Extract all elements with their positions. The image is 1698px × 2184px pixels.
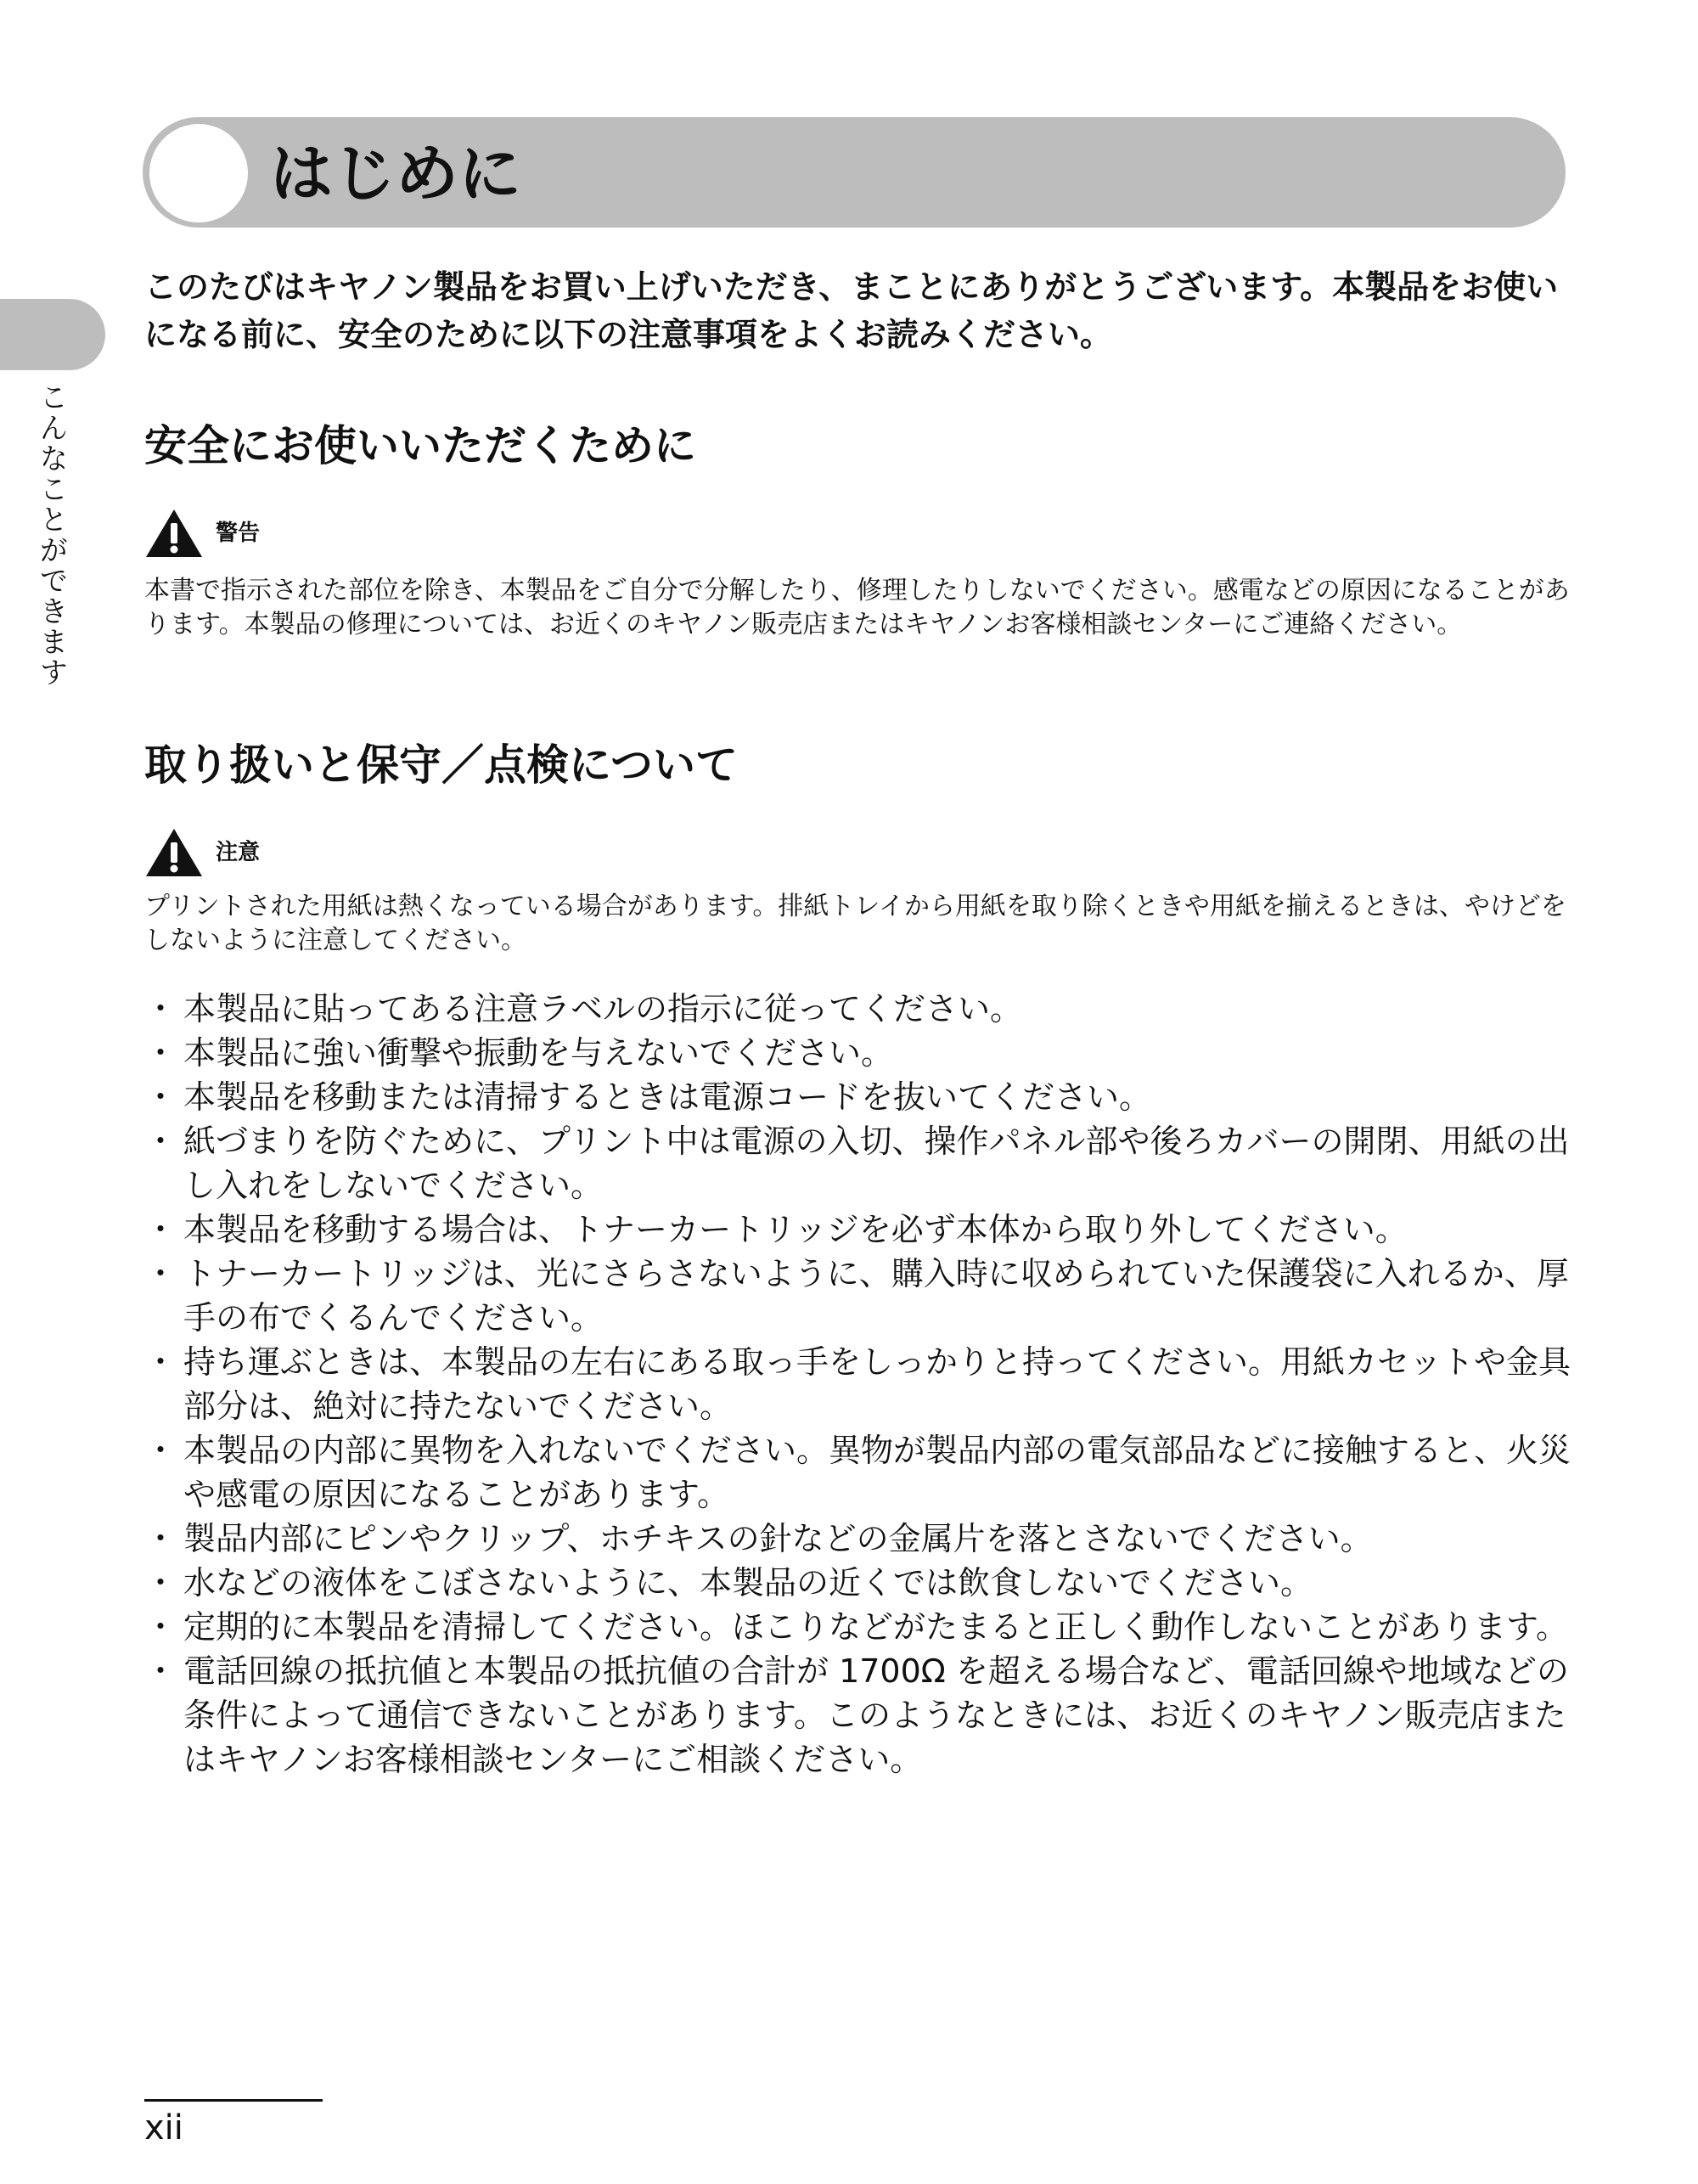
bullet-dot: ・ xyxy=(144,1211,177,1248)
list-item xyxy=(144,1428,1579,1517)
caution-text: プリントされた用紙は熱くなっている場合があります。排紙トレイから用紙を取り除くときや用紙を揃えるときは、やけどをしないように注意してください。 xyxy=(144,892,1566,955)
list-item-text: 本製品の内部に異物を入れないでください。異物が製品内部の電気部品などに接触すると、火災や感電の原因になることがあります。 xyxy=(183,1432,1571,1513)
list-item xyxy=(144,1207,1579,1252)
warning-label xyxy=(144,508,260,559)
footer-rule xyxy=(144,2099,323,2102)
list-item-text: 製品内部にピンやクリップ、ホチキスの針などの金属片を落とさないでください。 xyxy=(183,1520,1373,1557)
handling-bullet-list xyxy=(144,987,1579,1782)
warning-label-text: 警告 xyxy=(216,521,261,546)
page-number: xii xyxy=(144,2108,183,2147)
page-title: はじめに xyxy=(270,138,521,211)
caution-label xyxy=(144,827,260,878)
list-item xyxy=(144,1119,1579,1207)
list-item-text: 紙づまりを防ぐために、プリント中は電源の入切、操作パネル部や後ろカバーの開閉、用紙の出し入れをしないでください。 xyxy=(183,1123,1570,1204)
list-item xyxy=(144,1517,1579,1561)
list-item xyxy=(144,1075,1579,1119)
list-item xyxy=(144,1605,1579,1649)
handling-heading: 取り扱いと保守／点検について xyxy=(144,740,738,790)
safety-heading: 安全にお使いいただくために xyxy=(144,421,696,470)
list-item-text: 本製品を移動する場合は、トナーカートリッジを必ず本体から取り外してください。 xyxy=(183,1211,1408,1248)
title-circle-decoration xyxy=(149,124,248,222)
list-item xyxy=(144,1252,1579,1340)
bullet-dot: ・ xyxy=(144,1652,177,1690)
list-item xyxy=(144,1649,1579,1782)
list-item xyxy=(144,1561,1579,1605)
list-item-text: 持ち運ぶときは、本製品の左右にある取っ手をしっかりと持ってください。用紙カセットや金具部分は、絶対に持たないでください。 xyxy=(183,1343,1571,1425)
bullet-dot: ・ xyxy=(144,1564,177,1601)
side-tab xyxy=(0,299,105,370)
list-item-text: 定期的に本製品を清掃してください。ほこりなどがたまると正しく動作しないことがあります。 xyxy=(183,1608,1568,1646)
bullet-dot: ・ xyxy=(144,1078,177,1116)
warning-text: 本書で指示された部位を除き、本製品をご自分で分解したり、修理したりしないでください。感電などの原因になることがあります。本製品の修理については、お近くのキヤノン販売店またはキヤノンお客様相談センターにご連絡ください。 xyxy=(144,576,1570,639)
list-item xyxy=(144,1031,1579,1075)
bullet-dot: ・ xyxy=(144,1034,177,1072)
bullet-dot: ・ xyxy=(144,1255,177,1292)
list-item-text: 水などの液体をこぼさないように、本製品の近くでは飲食しないでください。 xyxy=(183,1564,1313,1601)
warning-triangle-icon xyxy=(144,827,204,878)
caution-label-text: 注意 xyxy=(216,840,261,865)
bullet-dot: ・ xyxy=(144,1520,177,1557)
list-item xyxy=(144,1340,1579,1428)
warning-triangle-icon xyxy=(144,508,204,559)
bullet-dot: ・ xyxy=(144,1432,177,1469)
bullet-dot: ・ xyxy=(144,1608,177,1646)
list-item-text: 本製品に貼ってある注意ラベルの指示に従ってください。 xyxy=(183,990,1023,1027)
side-tab-label: こんなことができます xyxy=(34,382,68,688)
bullet-dot: ・ xyxy=(144,990,177,1027)
intro-paragraph: このたびはキヤノン製品をお買い上げいただき、まことにありがとうございます。本製品をお使いになる前に、安全のために以下の注意事項をよくお読みください。 xyxy=(144,268,1559,353)
bullet-dot: ・ xyxy=(144,1343,177,1381)
list-item-text: トナーカートリッジは、光にさらさないように、購入時に収められていた保護袋に入れるか、厚手の布でくるんでください。 xyxy=(183,1255,1569,1337)
list-item xyxy=(144,987,1579,1031)
bullet-dot: ・ xyxy=(144,1123,177,1160)
list-item-text: 電話回線の抵抗値と本製品の抵抗値の合計が 1700Ω を超える場合など、電話回線や地域などの条件によって通信できないことがあります。このようなときには、お近くのキヤノン販売店またはキヤノンお客様相談センターにご相談ください。 xyxy=(183,1652,1569,1778)
list-item-text: 本製品を移動または清掃するときは電源コードを抜いてください。 xyxy=(183,1078,1152,1116)
list-item-text: 本製品に強い衝撃や振動を与えないでください。 xyxy=(183,1034,894,1072)
